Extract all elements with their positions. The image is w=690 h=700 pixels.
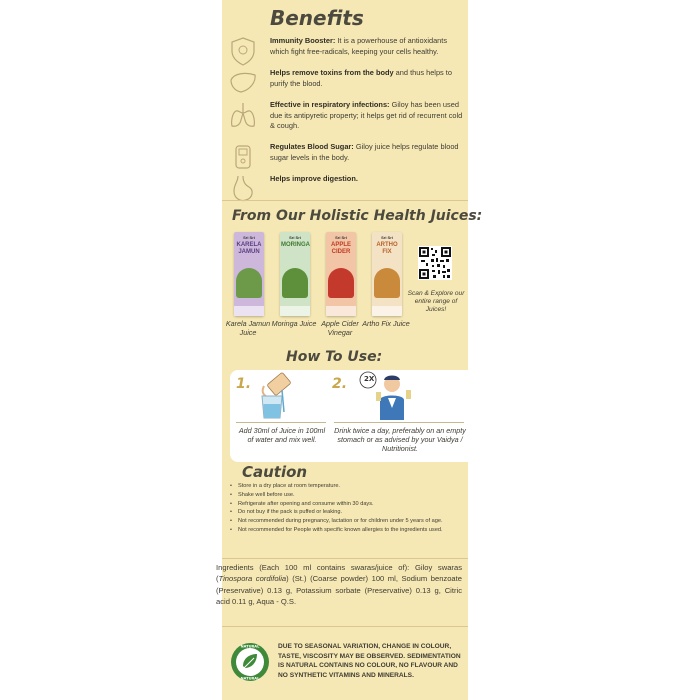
list-item: • Shake well before use. xyxy=(228,491,464,500)
juice-label: Artho Fix Juice xyxy=(362,319,410,328)
juice-label: Moringa Juice xyxy=(271,319,317,328)
pack-illustration xyxy=(236,268,262,298)
pack-name: KARELA JAMUN xyxy=(236,242,262,255)
step-text: Drink twice a day, preferably on an empty stomach or as advised by your Vaidya / Nutritionist. xyxy=(334,426,466,453)
benefit-text: Regulates Blood Sugar: Giloy juice helps regulate blood sugar levels in the body. xyxy=(270,142,459,162)
qr-code-icon[interactable] xyxy=(418,246,452,280)
section-divider xyxy=(222,558,468,559)
pack-brand: Sri Sri xyxy=(243,235,255,240)
step-number: 1. xyxy=(236,376,252,392)
pouring-juice-icon xyxy=(254,372,310,420)
pack-strip xyxy=(326,306,356,316)
dosage-badge: 2X xyxy=(364,375,375,383)
juice-pack-image xyxy=(234,232,264,316)
badge-text-top: NATURAL xyxy=(240,644,260,649)
qr-caption: Scan & Explore our entire range of Juices! xyxy=(407,290,465,313)
benefit-text: Effective in respiratory infections: Giloy has been used due its antipyretic property; it helps get rid of recurrent cold & cough. xyxy=(270,100,463,130)
footer xyxy=(222,632,468,700)
list-item: • Refrigerate after opening and consume within 30 days. xyxy=(228,500,464,509)
natural-badge-icon xyxy=(230,642,270,682)
step-text: Add 30ml of Juice in 100ml of water and mix well. xyxy=(238,426,326,444)
pack-illustration xyxy=(282,268,308,298)
list-item: • Do not buy if the pack is puffed or leaking. xyxy=(228,508,464,517)
caution-title: Caution xyxy=(242,463,308,481)
section-divider xyxy=(222,200,468,201)
caution-list xyxy=(228,482,464,535)
pack-name: APPLE CIDER xyxy=(330,242,351,255)
pack-brand: Sri Sri xyxy=(381,235,393,240)
liver-icon xyxy=(226,66,260,100)
juices-title: From Our Holistic Health Juices: xyxy=(232,208,483,224)
pack-brand: Sri Sri xyxy=(335,235,347,240)
list-item: • Not recommended during pregnancy, lactation or for children under 5 years of age. xyxy=(228,517,464,526)
list-item: • Store in a dry place at room temperature. xyxy=(228,482,464,491)
pack-name: ARTHO FIX xyxy=(376,242,398,255)
benefit-text: Helps improve digestion. xyxy=(270,174,358,183)
pack-brand: Sri Sri xyxy=(289,235,301,240)
juice-pack-image xyxy=(372,232,402,316)
juice-range xyxy=(226,232,466,342)
glucose-meter-icon xyxy=(226,140,260,174)
juice-label: Apple Cider Vinegar xyxy=(321,319,359,337)
ingredients-text: Ingredients (Each 100 ml contains swaras/juice of): Giloy swaras (Tinospora cordifolia) (St.) (Coarse powder) 100 ml, Sodium benzoate (Preservative) 0.13 g, Potassium sorbate (Preservative) 0.13 g, Citric acid 0.11 g, Aqua - Q.S. xyxy=(216,563,462,607)
how-to-use-card xyxy=(230,370,468,462)
how-to-use-title: How To Use: xyxy=(286,349,383,365)
benefit-text: Helps remove toxins from the body and thus helps to purify the blood. xyxy=(270,68,452,88)
benefit-text: Immunity Booster: It is a powerhouse of antioxidants which fight free-radicals, keeping your cells healthy. xyxy=(270,36,448,56)
juice-pack-image xyxy=(326,232,356,316)
lungs-icon xyxy=(226,98,260,132)
badge-text-bottom: NATURAL xyxy=(240,676,260,681)
benefits-title: Benefits xyxy=(270,6,364,30)
juice-pack-image xyxy=(280,232,310,316)
pack-illustration xyxy=(374,268,400,298)
list-item: • Not recommended for People with specific known allergies to the ingredients used. xyxy=(228,526,464,535)
product-info-panel xyxy=(216,0,483,700)
disclaimer-text: DUE TO SEASONAL VARIATION, CHANGE IN COLOUR, TASTE, VISCOSITY MAY BE OBSERVED. SEDIMENTATION IS NATURAL CONTAINS NO COLOUR, NO FLAVOUR AND NO SYNTHETIC VITAMINS AND MINERALS. xyxy=(278,643,461,679)
pack-strip xyxy=(234,306,264,316)
section-divider xyxy=(222,626,468,627)
pack-illustration xyxy=(328,268,354,298)
pack-strip xyxy=(372,306,402,316)
juice-label: Karela Jamun Juice xyxy=(225,319,271,337)
pack-name: MORINGA xyxy=(281,242,310,248)
step-divider xyxy=(236,422,326,423)
step-number: 2. xyxy=(332,376,348,392)
pack-strip xyxy=(280,306,310,316)
shield-icon xyxy=(226,34,260,68)
step-divider xyxy=(334,422,464,423)
